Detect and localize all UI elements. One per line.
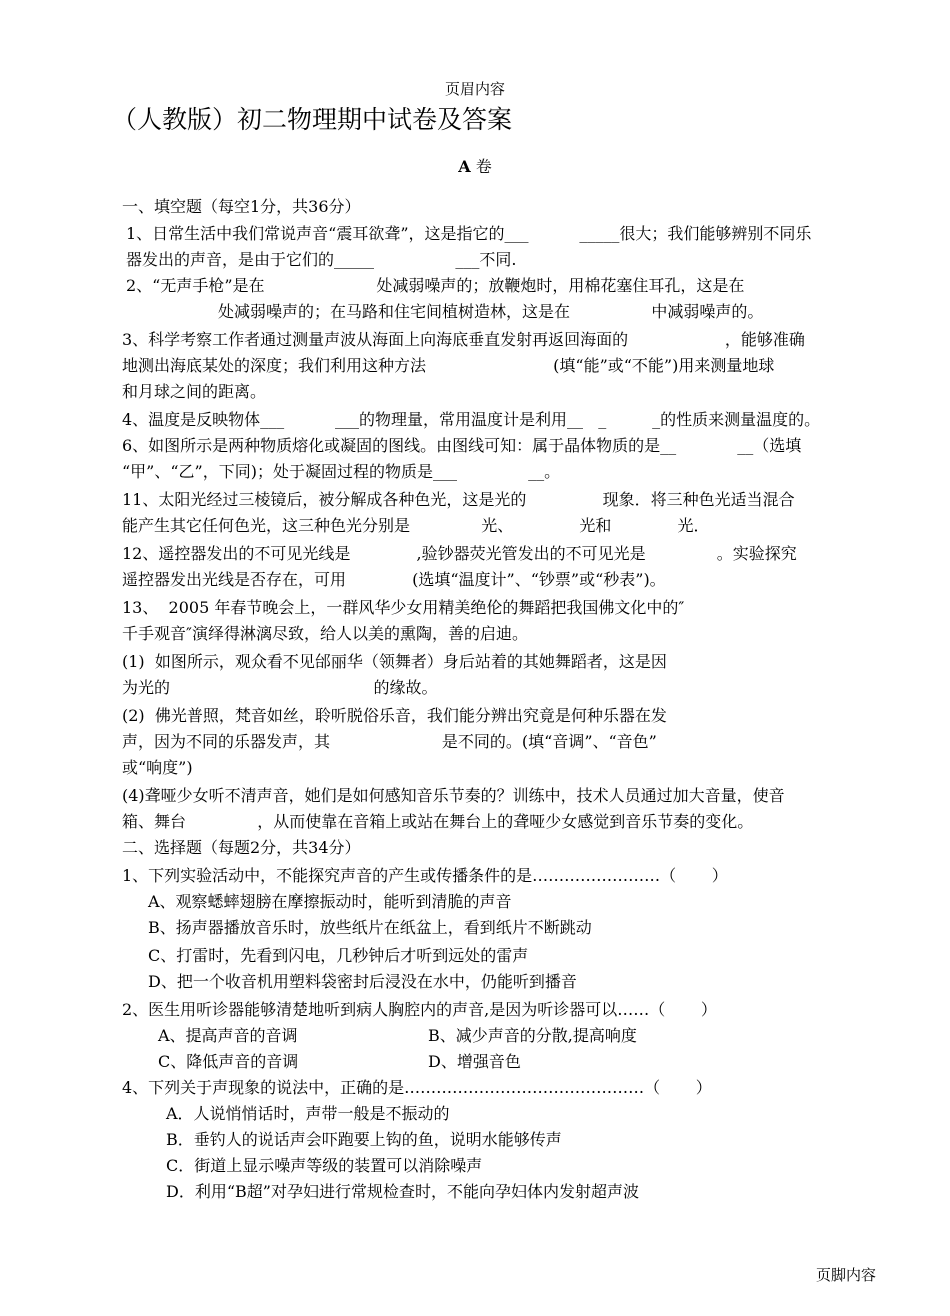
text-line: 遥控器发出光线是否存在，可用 (选填“温度计”、“钞票”或“秒表”)。 [122, 570, 666, 589]
text-line: 12、遥控器发出的不可见光线是 ,验钞器荧光管发出的不可见光是 。实验探究 [122, 544, 797, 563]
text-line: 4、下列关于声现象的说法中，正确的是………………………………………（ ） [122, 1078, 712, 1097]
text-line: 能产生其它任何色光，这三种色光分别是 光、 光和 光． [122, 516, 710, 535]
text-line: 地测出海底某处的深度；我们利用这种方法 (填“能”或“不能”)用来测量地球 [122, 356, 775, 375]
text-line: 1、下列实验活动中，不能探究声音的产生或传播条件的是……………………（ ） [122, 866, 728, 885]
text-line: C、降低声音的音调 [158, 1052, 299, 1071]
text-line: A、观察蟋蟀翅膀在摩擦振动时，能听到清脆的声音 [148, 892, 512, 911]
text-line: 器发出的声音，是由于它们的_____ ___不同. [126, 250, 517, 269]
text-line: 1、日常生活中我们常说声音“震耳欲聋”，这是指它的___ _____很大；我们能够辨别不同乐 [126, 224, 812, 243]
text-line: 13、 2005 年春节晚会上，一群风华少女用精美绝伦的舞蹈把我国佛文化中的″ [122, 598, 685, 617]
text-line: 一、填空题（每空1分，共36分） [122, 197, 361, 216]
volume-suffix: 卷 [470, 157, 492, 176]
text-line: D．利用“B超”对孕妇进行常规检查时，不能向孕妇体内发射超声波 [166, 1182, 639, 1201]
text-line: D、增强音色 [428, 1052, 521, 1071]
text-line: B、减少声音的分散,提高响度 [428, 1026, 637, 1045]
volume-letter: A [458, 157, 471, 176]
text-line: 2、“无声手枪”是在 处减弱噪声的；放鞭炮时，用棉花塞住耳孔，这是在 [126, 276, 745, 295]
text-line: (4)聋哑少女听不清声音，她们是如何感知音乐节奏的？训练中，技术人员通过加大音量，使音 [122, 786, 785, 805]
text-line: B．垂钓人的说话声会吓跑要上钩的鱼，说明水能够传声 [166, 1130, 562, 1149]
text-line: A、提高声音的音调 [158, 1026, 298, 1045]
text-line: (1) 如图所示，观众看不见邰丽华（领舞者）身后站着的其她舞蹈者，这是因 [122, 652, 667, 671]
text-line: 为光的 的缘故。 [122, 678, 438, 697]
text-line: A．人说悄悄话时，声带一般是不振动的 [166, 1104, 450, 1123]
text-line: 声，因为不同的乐器发声，其 是不同的。(填“音调”、“音色” [122, 732, 657, 751]
text-line: 处减弱噪声的；在马路和住宅间植树造林，这是在 中减弱噪声的。 [218, 302, 764, 321]
text-line: (2) 佛光普照，梵音如丝，聆听脱俗乐音，我们能分辨出究竟是何种乐器在发 [122, 706, 667, 725]
text-line: “甲”、“乙”，下同)；处于凝固过程的物质是___ __。 [122, 462, 561, 481]
text-line: 箱、舞台 ，从而使靠在音箱上或站在舞台上的聋哑少女感觉到音乐节奏的变化。 [122, 812, 754, 831]
page-footer: 页脚内容 [815, 1266, 876, 1284]
text-line: 3、科学考察工作者通过测量声波从海面上向海底垂直发射再返回海面的 ，能够准确 [122, 330, 805, 349]
text-line: 或“响度”) [122, 758, 193, 777]
text-line: 千手观音″演绎得淋漓尽致，给人以美的熏陶，善的启迪。 [122, 624, 528, 643]
document-title: （人教版）初二物理期中试卷及答案 [112, 105, 513, 134]
text-line: C、打雷时，先看到闪电，几秒钟后才听到远处的雷声 [148, 946, 529, 965]
text-line: B、扬声器播放音乐时，放些纸片在纸盆上，看到纸片不断跳动 [148, 918, 592, 937]
text-line: C．街道上显示噪声等级的装置可以消除噪声 [166, 1156, 483, 1175]
text-line: 二、选择题（每题2分，共34分） [122, 838, 361, 857]
text-line: 6、如图所示是两种物质熔化或凝固的图线。由图线可知：属于晶体物质的是__ __（选填 [122, 436, 802, 455]
text-line: D、把一个收音机用塑料袋密封后浸没在水中，仍能听到播音 [148, 972, 577, 991]
text-line: 4、温度是反映物体___ ___的物理量，常用温度计是利用__ _ _的性质来测量温度的。 [122, 410, 821, 429]
page-header: 页眉内容 [444, 80, 505, 98]
volume-label [0, 156, 950, 178]
text-line: 11、太阳光经过三棱镜后，被分解成各种色光，这是光的 现象．将三种色光适当混合 [122, 490, 795, 509]
text-line: 2、医生用听诊器能够清楚地听到病人胸腔内的声音,是因为听诊器可以……（ ） [122, 1000, 717, 1019]
text-line: 和月球之间的距离。 [122, 382, 267, 401]
